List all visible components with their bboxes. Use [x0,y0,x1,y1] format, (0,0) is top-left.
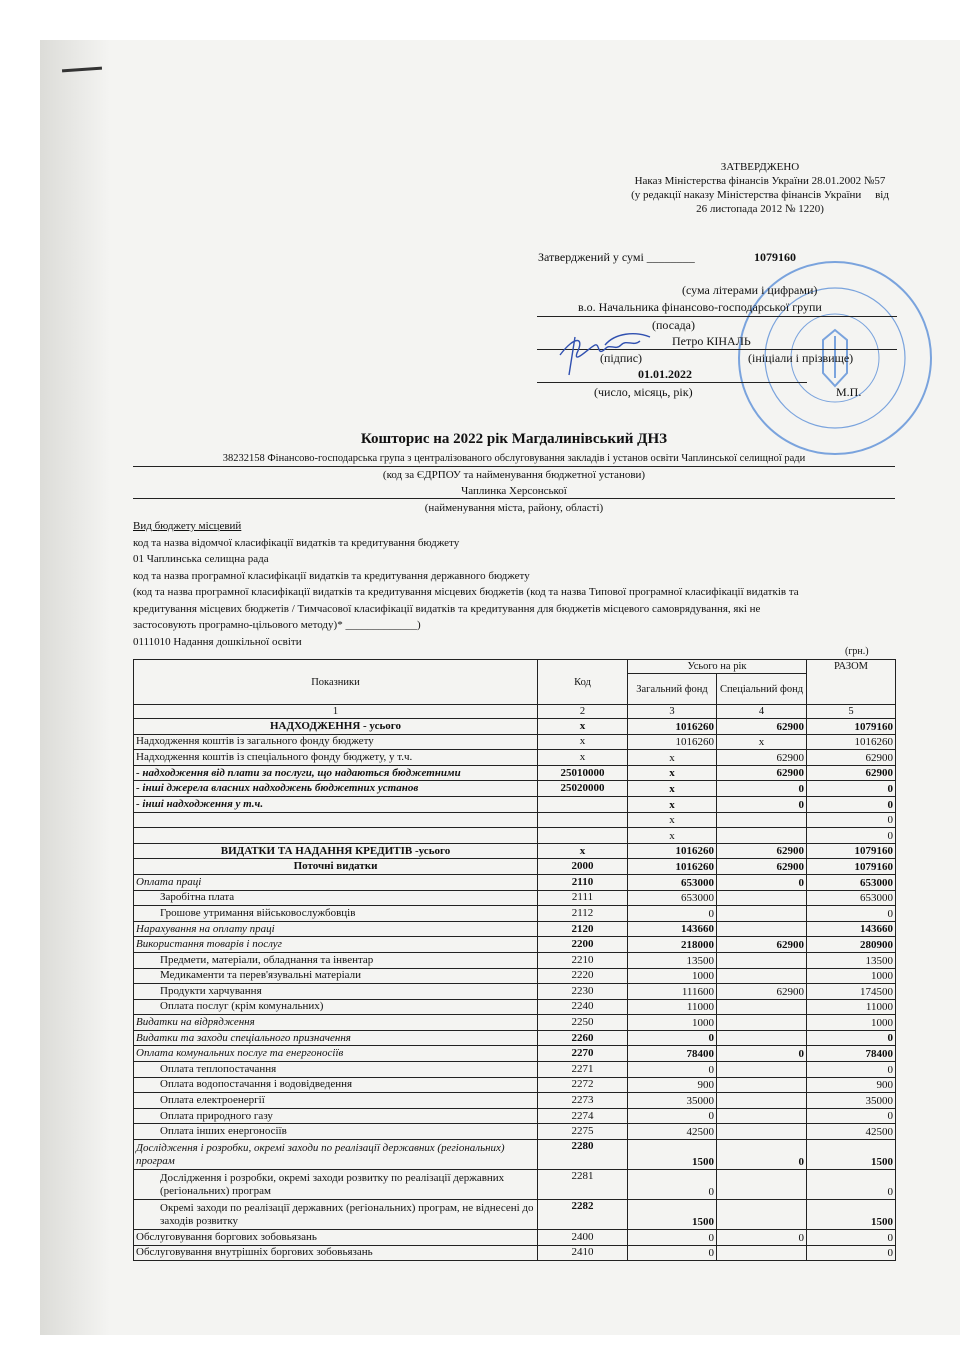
signature [555,325,655,380]
row-general-fund: 0 [628,1230,717,1246]
classification-block [133,518,903,650]
row-general-fund: х [628,765,717,781]
row-special-fund: 0 [717,796,807,812]
row-code: 2230 [538,984,628,1000]
row-general-fund: 78400 [628,1046,717,1062]
row-code: 2270 [538,1046,628,1062]
row-general-fund: 35000 [628,1093,717,1109]
row-label: ВИДАТКИ ТА НАДАННЯ КРЕДИТІВ -усього [134,843,538,859]
budget-type: Вид бюджету місцевий [133,520,242,532]
col-number: 1 [134,705,538,719]
table-row [134,1124,896,1140]
table-row [134,937,896,953]
row-total: 62900 [807,750,896,766]
row-special-fund [717,1030,807,1046]
row-label: - надходження від плати за послуги, що надаються бюджетними [134,765,538,781]
row-total: 1000 [807,968,896,984]
row-general-fund: 0 [628,1108,717,1124]
row-special-fund [717,1062,807,1078]
row-total: 653000 [807,874,896,890]
table-row [134,1108,896,1124]
row-special-fund [717,1124,807,1140]
row-special-fund [717,921,807,937]
row-total: 0 [807,781,896,797]
row-code: 2274 [538,1108,628,1124]
row-special-fund: 0 [717,1046,807,1062]
table-row [134,828,896,844]
row-total: 62900 [807,765,896,781]
row-general-fund: х [628,781,717,797]
row-total: 280900 [807,937,896,953]
table-row [134,1030,896,1046]
row-code: 2280 [538,1140,628,1170]
row-label: Предмети, матеріали, обладнання та інвентар [134,952,538,968]
institution-caption: (код за ЄДРПОУ та найменування бюджетної установи) [382,469,646,481]
header-total-year: Усього на рік [628,660,807,674]
row-special-fund [717,952,807,968]
row-general-fund: 1000 [628,968,717,984]
row-total: 1000 [807,1015,896,1031]
row-special-fund [717,1093,807,1109]
approval-edition-date: 26 листопада 2012 № 1220) [696,203,824,215]
position-line [537,316,897,317]
row-general-fund: х [628,812,717,828]
row-special-fund: 62900 [717,719,807,735]
row-total: 0 [807,812,896,828]
row-special-fund [717,999,807,1015]
classification-line-6: застосовують програмно-цільового методу)* _____________) [133,619,421,631]
table-row [134,1170,896,1200]
location-line [133,498,895,499]
row-label: Оплата електроенергії [134,1093,538,1109]
row-label: Оплата водопостачання і водовідведення [134,1077,538,1093]
position-caption: (посада) [652,318,695,332]
row-code: 2273 [538,1093,628,1109]
header-general-fund: Загальний фонд [628,674,717,705]
classification-line-2: 01 Чаплинська селищна рада [133,553,269,565]
table-row [134,968,896,984]
row-label [134,828,538,844]
row-special-fund [717,812,807,828]
row-code: 2260 [538,1030,628,1046]
header-indicators: Показники [134,660,538,705]
approval-date: 01.01.2022 [638,367,692,381]
row-special-fund: 62900 [717,843,807,859]
header-code: Код [538,660,628,705]
table-row [134,859,896,875]
row-label: Оплата інших енергоносіїв [134,1124,538,1140]
header-total: РАЗОМ [807,660,896,705]
row-label: Окремі заходи по реалізації державних (регіональних) програм, не віднесені до заходів розвитку [134,1200,538,1230]
table-row [134,906,896,922]
row-special-fund [717,1015,807,1031]
row-label: Оплата праці [134,874,538,890]
row-total: 1500 [807,1140,896,1170]
row-label: Видатки на відрядження [134,1015,538,1031]
row-general-fund: 0 [628,1245,717,1261]
row-total: 0 [807,1062,896,1078]
row-label: Заробітна плата [134,890,538,906]
row-special-fund [717,890,807,906]
row-general-fund: 143660 [628,921,717,937]
table-row [134,843,896,859]
row-general-fund: 1016260 [628,734,717,750]
row-code: 2240 [538,999,628,1015]
row-label: Дослідження і розробки, окремі заходи по реалізації державних (регіональних) програм [134,1140,538,1170]
col-number: 4 [717,705,807,719]
row-special-fund: 62900 [717,937,807,953]
row-label: Обслуговування внутрішніх боргових зобовьязань [134,1245,538,1261]
date-caption: (число, місяць, рік) [594,385,693,399]
row-code [538,796,628,812]
row-code [538,812,628,828]
row-general-fund: 1000 [628,1015,717,1031]
row-special-fund: 0 [717,781,807,797]
table-row [134,796,896,812]
row-total: 35000 [807,1093,896,1109]
row-total: 0 [807,1108,896,1124]
row-label: НАДХОДЖЕННЯ - усього [134,719,538,735]
row-code: 2120 [538,921,628,937]
program-code: 0111010 Надання дошкільної освіти [133,635,302,648]
table-row [134,1077,896,1093]
row-total: 78400 [807,1046,896,1062]
classification-line-3: код та назва програмної класифікації видатків та кредитування державного бюджету [133,569,530,582]
location-caption: (найменування міста, району, області) [424,502,604,514]
table-row [134,1046,896,1062]
table-row [134,1093,896,1109]
row-general-fund: 1500 [628,1140,717,1170]
row-code: 2281 [538,1170,628,1200]
row-label: Видатки та заходи спеціального призначення [134,1030,538,1046]
row-general-fund: х [628,750,717,766]
row-code: 2410 [538,1245,628,1261]
row-special-fund [717,1170,807,1200]
classification-line-1: код та назва відомчої класифікації видатків та кредитування бюджету [133,536,460,549]
row-special-fund [717,968,807,984]
row-code: 2220 [538,968,628,984]
row-total: 1016260 [807,734,896,750]
row-general-fund: 1016260 [628,859,717,875]
row-total: 0 [807,906,896,922]
row-code: 2250 [538,1015,628,1031]
row-code: 2111 [538,890,628,906]
row-label: Продукти харчування [134,984,538,1000]
row-special-fund [717,1108,807,1124]
row-code: 2110 [538,874,628,890]
row-general-fund: 1500 [628,1200,717,1230]
row-special-fund: х [717,734,807,750]
table-row [134,765,896,781]
date-line [537,382,807,383]
row-label: Оплата комунальних послуг та енергоносіїв [134,1046,538,1062]
document-title: Кошторис на 2022 рік Магдалинівський ДНЗ [360,431,668,447]
row-total: 143660 [807,921,896,937]
row-special-fund: 62900 [717,859,807,875]
row-general-fund: 653000 [628,874,717,890]
row-label: Оплата послуг (крім комунальних) [134,999,538,1015]
row-total: 13500 [807,952,896,968]
table-row [134,952,896,968]
row-label: Оплата теплопостачання [134,1062,538,1078]
approval-title: ЗАТВЕРДЖЕНО [720,161,800,173]
col-number: 5 [807,705,896,719]
table-row [134,781,896,797]
row-general-fund: 1016260 [628,843,717,859]
row-total: 174500 [807,984,896,1000]
approved-sum: 1079160 [754,250,796,264]
signer-name: Петро КІНАЛЬ [672,334,751,348]
row-general-fund: 0 [628,906,717,922]
row-special-fund: 62900 [717,984,807,1000]
row-general-fund: 0 [628,1062,717,1078]
row-code: 2275 [538,1124,628,1140]
row-total: 0 [807,796,896,812]
row-code: 25020000 [538,781,628,797]
row-total: 653000 [807,890,896,906]
row-total: 0 [807,828,896,844]
row-code: х [538,734,628,750]
row-total: 0 [807,1030,896,1046]
row-label: - інші надходження у т.ч. [134,796,538,812]
row-label [134,812,538,828]
signature-caption: (підпис) [600,351,643,365]
row-total: 1079160 [807,843,896,859]
row-label: Поточні видатки [134,859,538,875]
row-general-fund: 218000 [628,937,717,953]
row-code: 2282 [538,1200,628,1230]
approval-header [600,160,920,216]
table-row [134,1230,896,1246]
row-special-fund: 0 [717,1140,807,1170]
table-row [134,890,896,906]
row-code: 2271 [538,1062,628,1078]
table-row [134,1062,896,1078]
row-code: 25010000 [538,765,628,781]
row-general-fund: 653000 [628,890,717,906]
row-total: 1079160 [807,719,896,735]
approval-order: Наказ Міністерства фінансів України 28.01.2002 №57 [634,175,886,187]
table-row [134,874,896,890]
row-special-fund [717,1077,807,1093]
table-row [134,999,896,1015]
institution-name: 38232158 Фінансово-господарська група з централізованого обслуговування закладів і установ освіти Чаплинської селищної ради [222,453,806,464]
currency-note: (грн.) [845,646,869,657]
table-row [134,984,896,1000]
table-row [134,1140,896,1170]
col-number: 3 [628,705,717,719]
row-label: Нарахування на оплату праці [134,921,538,937]
table-row [134,1245,896,1261]
row-general-fund: 900 [628,1077,717,1093]
row-total: 0 [807,1230,896,1246]
row-general-fund: 42500 [628,1124,717,1140]
row-code: х [538,719,628,735]
table-row [134,812,896,828]
row-code: 2112 [538,906,628,922]
table-row [134,1015,896,1031]
row-special-fund: 0 [717,874,807,890]
row-label: Оплата природного газу [134,1108,538,1124]
row-label: Обслуговування боргових зобовьязань [134,1230,538,1246]
table-row [134,734,896,750]
table-row [134,719,896,735]
row-special-fund [717,1200,807,1230]
row-label: Надходження коштів із загального фонду бюджету [134,734,538,750]
position: в.о. Начальника фінансово-господарської групи [578,300,822,314]
classification-line-5: кредитування місцевих бюджетів / Тимчасової класифікації видатків та кредитування для бюджетів місцевого самоврядування, які не [133,602,761,615]
row-label: Грошове утримання військовослужбовців [134,906,538,922]
header-special-fund: Спеціальний фонд [717,674,807,705]
row-general-fund: х [628,796,717,812]
row-code: 2272 [538,1077,628,1093]
row-total: 1079160 [807,859,896,875]
row-general-fund: 0 [628,1030,717,1046]
row-label: Надходження коштів із спеціального фонду бюджету, у т.ч. [134,750,538,766]
name-caption: (ініціали і прізвище) [748,351,854,365]
row-total: 0 [807,1170,896,1200]
table-body [134,719,896,1261]
row-total: 11000 [807,999,896,1015]
row-general-fund: 13500 [628,952,717,968]
row-label: - інші джерела власних надходжень бюджетних установ [134,781,538,797]
budget-table [133,659,896,1261]
row-total: 900 [807,1077,896,1093]
row-code: 2200 [538,937,628,953]
row-general-fund: 1016260 [628,719,717,735]
row-label: Використання товарів і послуг [134,937,538,953]
row-label: Дослідження і розробки, окремі заходи розвитку по реалізації державних (регіональних) програм [134,1170,538,1200]
table-row [134,921,896,937]
row-code: х [538,750,628,766]
col-number: 2 [538,705,628,719]
table-row [134,1200,896,1230]
row-special-fund: 0 [717,1230,807,1246]
table-row [134,750,896,766]
approved-sum-label: Затверджений у сумі ________ [538,250,695,264]
row-total: 0 [807,1245,896,1261]
sum-caption: (сума літерами і цифрами) [682,283,818,297]
row-general-fund: 0 [628,1170,717,1200]
row-special-fund: 62900 [717,765,807,781]
approval-edition: (у редакції наказу Міністерства фінансів України від [631,189,889,201]
row-general-fund: 11000 [628,999,717,1015]
row-general-fund: 111600 [628,984,717,1000]
stamp-mark: М.П. [836,385,862,399]
row-code: 2400 [538,1230,628,1246]
location: Чаплинка Херсонської [461,485,567,497]
scan-shadow [40,40,110,1335]
row-label: Медикаменти та перев'язувальні матеріали [134,968,538,984]
institution-line [133,466,895,467]
row-total: 1500 [807,1200,896,1230]
row-code: 2000 [538,859,628,875]
row-special-fund [717,828,807,844]
row-code: 2210 [538,952,628,968]
row-general-fund: х [628,828,717,844]
row-total: 42500 [807,1124,896,1140]
row-special-fund [717,1245,807,1261]
classification-line-4: (код та назва програмної класифікації видатків та кредитування місцевих бюджетів (код та назва Типової програмної класифікації видатків та [133,586,799,598]
row-code [538,828,628,844]
row-special-fund [717,906,807,922]
row-special-fund: 62900 [717,750,807,766]
row-code: х [538,843,628,859]
